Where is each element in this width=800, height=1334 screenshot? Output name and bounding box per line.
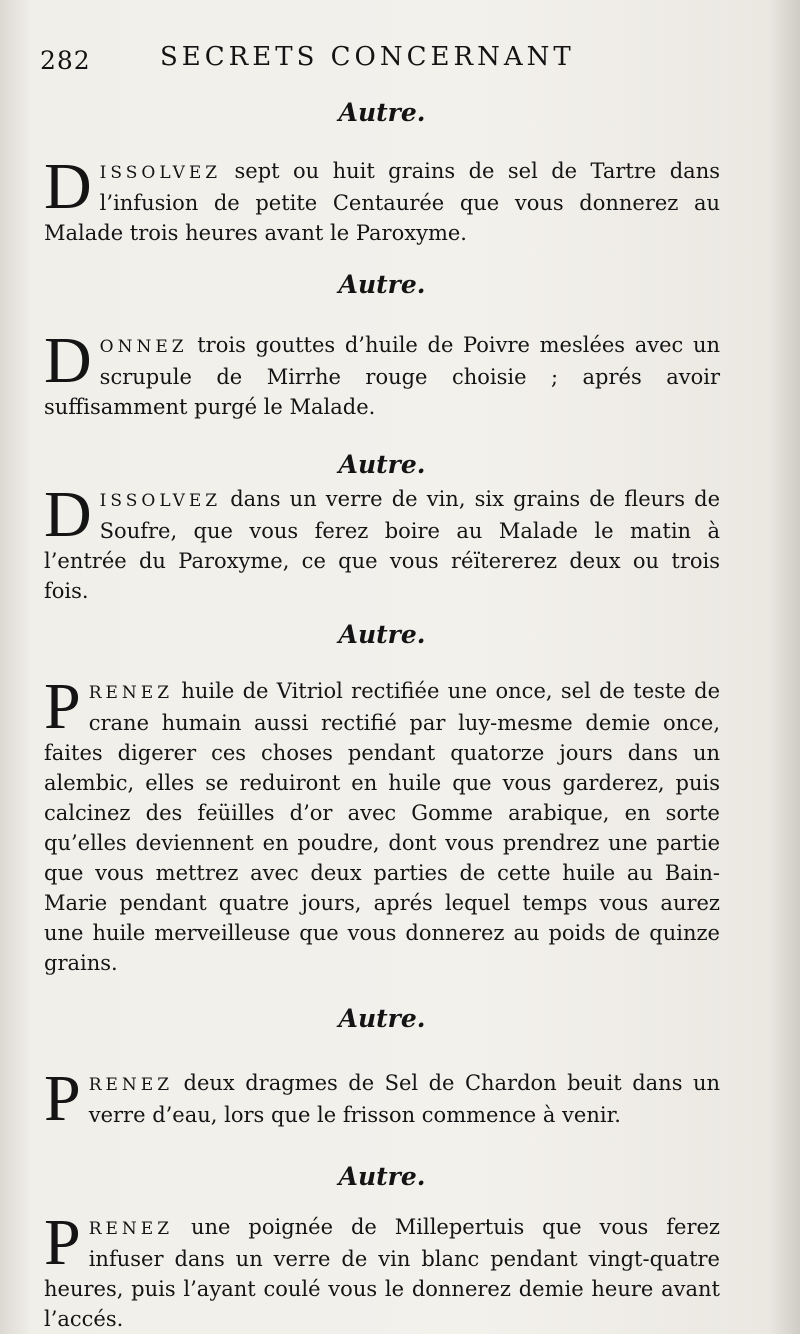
drop-cap: P [44,1206,81,1279]
page-header [0,38,800,78]
recipe-paragraph [44,670,720,978]
drop-cap: D [44,150,92,223]
lead-word: ISSOLVEZ [99,491,222,511]
lead-word: RENEZ [88,683,174,703]
paragraph-text: dans un verre de vin, six grains de fleurs de Soufre, que vous ferez boire au Malade le matin à l’entrée du Paroxyme, ce que vous réïtererez deux ou trois fois. [44,487,720,603]
running-title: SECRETS CONCERNANT [160,42,575,72]
body-text [44,98,720,1334]
recipe-paragraph [44,324,720,422]
section-heading: Autre. [338,270,426,299]
drop-cap: D [44,324,92,397]
page-number: 282 [40,46,91,75]
section-heading: Autre. [338,98,426,127]
recipe-paragraph [44,150,720,248]
lead-word: ISSOLVEZ [99,163,222,183]
section-heading: Autre. [338,1004,426,1033]
recipe-paragraph [44,478,720,606]
recipe-paragraph [44,1206,720,1334]
section-heading: Autre. [338,1162,426,1191]
paragraph-text: sept ou huit grains de sel de Tartre dans l’infusion de petite Centaurée que vous donnerez au Malade trois heures avant le Paroxyme. [44,159,720,245]
lead-word: RENEZ [88,1219,174,1239]
recipe-paragraph [44,1062,720,1135]
paragraph-text: trois gouttes d’huile de Poivre meslées avec un scrupule de Mirrhe rouge choisie ; aprés avoir suffisamment purgé le Malade. [44,333,720,419]
section-heading: Autre. [338,450,426,479]
lead-word: ONNEZ [99,337,188,357]
lead-word: RENEZ [88,1075,174,1095]
paragraph-text: deux dragmes de Sel de Chardon beuit dans un verre d’eau, lors que le frisson commence à venir. [88,1071,720,1127]
drop-cap: D [44,478,92,551]
section-heading: Autre. [338,620,426,649]
paragraph-text: une poignée de Millepertuis que vous ferez infuser dans un verre de vin blanc pendant vingt-quatre heures, puis l’ayant coulé vous le donnerez demie heure avant l’accés. [44,1215,720,1331]
drop-cap: P [44,670,81,743]
paragraph-text: huile de Vitriol rectifiée une once, sel de teste de crane humain aussi rectifié par luy-mesme demie once, faites digerer ces choses pendant quatorze jours dans un alembic, elles se reduiront en huile que vous garderez, puis calcinez des feüilles d’or avec Gomme arabique, en sorte qu’elles deviennent en poudre, dont vous prendrez une partie que vous mettrez avec deux parties de cette huile au Bain-Marie pendant quatre jours, aprés lequel temps vous aurez une huile merveilleuse que vous donnerez au poids de quinze grains. [44,679,720,975]
drop-cap: P [44,1062,81,1135]
